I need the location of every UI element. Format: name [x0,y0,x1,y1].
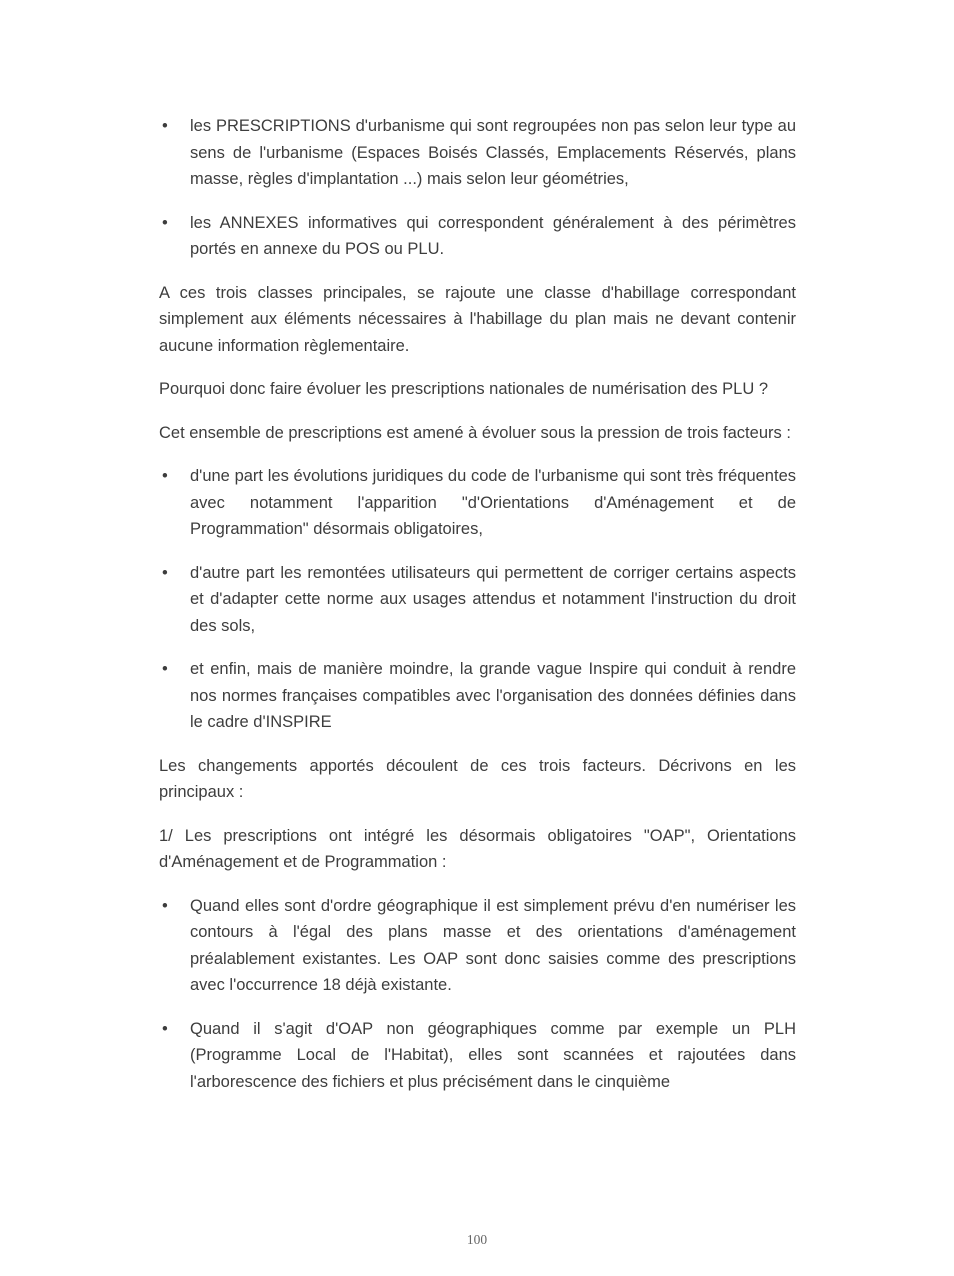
bullet-text: Quand il s'agit d'OAP non géographiques comme par exemple un PLH (Programme Local de l'Habitat), elles sont scannées et rajoutées dans l'arborescence des fichiers et plus précisément dans le cinquième [190,1019,796,1091]
bullet-text: d'autre part les remontées utilisateurs qui permettent de corriger certains aspects et d'adapter cette norme aux usages attendus et notamment l'instruction du droit des sols, [190,563,796,635]
bullet-marker: • [162,467,168,485]
bullet-item [159,560,796,640]
bullet-marker: • [162,563,168,582]
bullet-item [159,1016,796,1096]
paragraph: Pourquoi donc faire évoluer les prescriptions nationales de numérisation des PLU ? [159,380,769,398]
paragraph: Les changements apportés découlent de ces trois facteurs. Décrivons en les principaux : [159,756,796,801]
bullet-item [159,113,796,193]
paragraph: Cet ensemble de prescriptions est amené à évoluer sous la pression de trois facteurs : [159,423,791,442]
document-content [159,113,796,1112]
paragraph: A ces trois classes principales, se rajoute une classe d'habillage correspondant simplement aux éléments nécessaires à l'habillage du plan mais ne devant contenir aucune information règlementaire. [159,283,796,355]
bullet-text: d'une part les évolutions juridiques du code de l'urbanisme qui sont très fréquentes avec notamment l'apparition "d'Orientations d'Aménagement et de Programmation" désormais obligatoires, [190,467,796,538]
bullet-item [159,210,796,263]
bullet-item [159,656,796,736]
bullet-item [159,463,796,543]
bullet-marker: • [162,117,168,135]
bullet-text: les PRESCRIPTIONS d'urbanisme qui sont regroupées non pas selon leur type au sens de l'urbanisme (Espaces Boisés Classés, Emplacements Réservés, plans masse, règles d'implantation ...) mais selon leur géométries, [190,117,796,188]
bullet-marker: • [162,896,168,915]
bullet-marker: • [162,213,168,232]
paragraph: 1/ Les prescriptions ont intégré les désormais obligatoires "OAP", Orientations d'Aménagement et de Programmation : [159,826,796,871]
bullet-text: les ANNEXES informatives qui correspondent généralement à des périmètres portés en annexe du POS ou PLU. [190,213,796,258]
bullet-marker: • [162,660,168,678]
bullet-item [159,893,796,999]
bullet-marker: • [162,1019,168,1038]
page-number: 100 [466,1232,488,1247]
bullet-text: et enfin, mais de manière moindre, la grande vague Inspire qui conduit à rendre nos normes françaises compatibles avec l'organisation des données définies dans le cadre d'INSPIRE [190,660,796,731]
bullet-text: Quand elles sont d'ordre géographique il est simplement prévu d'en numériser les contours à l'égal des plans masse et des orientations d'aménagement préalablement existantes. Les OAP sont donc saisies comme des prescriptions avec l'occurrence 18 déjà existante. [190,896,796,994]
